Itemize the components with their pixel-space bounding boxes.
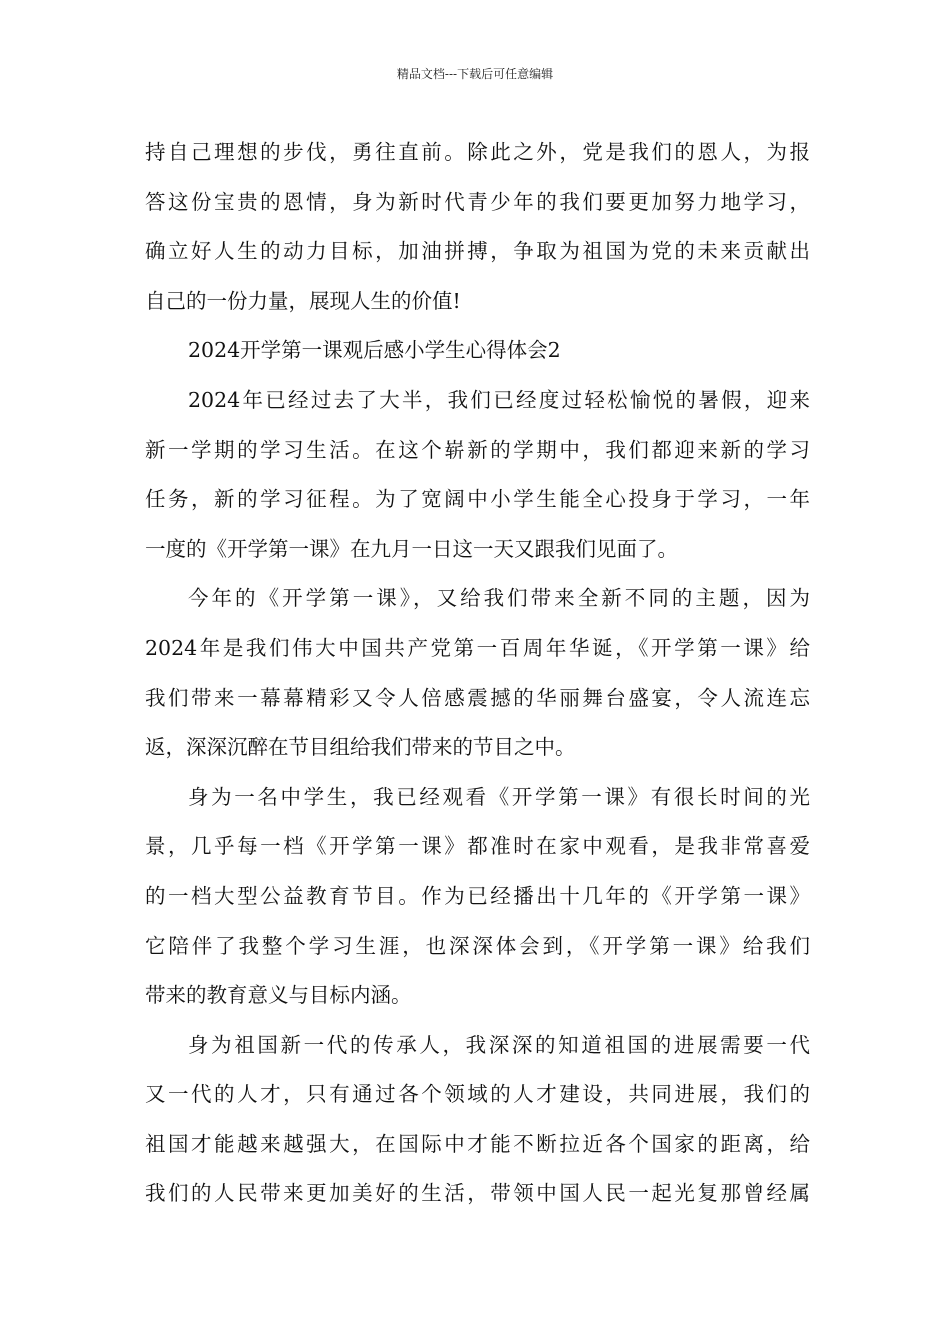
paragraph — [145, 773, 810, 1021]
text-line: 自己的一份力量，展现人生的价值! — [145, 288, 461, 313]
text-line: 祖国才能越来越强大，在国际中才能不断拉近各个国家的距离，给 — [145, 1131, 810, 1156]
text-line: 答这份宝贵的恩情，身为新时代青少年的我们要更加努力地学习， — [145, 189, 810, 214]
text-line: 它陪伴了我整个学习生涯，也深深体会到，《开学第一课》给我们 — [145, 933, 810, 958]
text-line: 持自己理想的步伐，勇往直前。除此之外，党是我们的恩人，为报 — [145, 140, 810, 164]
text-line: 景，几乎每一档《开学第一课》都准时在家中观看，是我非常喜爱 — [145, 834, 810, 859]
section-heading — [145, 326, 810, 376]
text-line: 任务，新的学习征程。为了宽阔中小学生能全心投身于学习，一年 — [145, 487, 810, 512]
text-line: 带来的教育意义与目标内涵。 — [145, 983, 412, 1008]
text-line: 2024年已经过去了大半，我们已经度过轻松愉悦的暑假，迎来 — [188, 387, 810, 412]
text-line: 身为祖国新一代的传承人，我深深的知道祖国的进展需要一代 — [188, 1032, 810, 1057]
paragraph — [145, 574, 810, 772]
text-line: 新一学期的学习生活。在这个崭新的学期中，我们都迎来新的学习 — [145, 437, 810, 462]
text-line: 返，深深沉醉在节目组给我们带来的节目之中。 — [145, 735, 576, 760]
paragraph — [145, 128, 810, 326]
page-header: 精品文档---下载后可任意编辑 — [396, 67, 554, 81]
heading-line: 2024开学第一课观后感小学生心得体会2 — [188, 338, 561, 363]
text-line: 我们的人民带来更加美好的生活，带领中国人民一起光复那曾经属 — [145, 1181, 810, 1206]
text-line: 又一代的人才，只有通过各个领域的人才建设，共同进展，我们的 — [145, 1082, 810, 1107]
text-line: 我们带来一幕幕精彩又令人倍感震撼的华丽舞台盛宴，令人流连忘 — [145, 685, 810, 710]
text-line: 确立好人生的动力目标，加油拼搏，争取为祖国为党的未来贡献出 — [145, 239, 810, 264]
text-line: 一度的《开学第一课》在九月一日这一天又跟我们见面了。 — [145, 536, 678, 561]
text-line: 的一档大型公益教育节目。作为已经播出十几年的《开学第一课》 — [145, 883, 810, 908]
text-line: 身为一名中学生，我已经观看《开学第一课》有很长时间的光 — [188, 784, 810, 809]
text-line: 今年的《开学第一课》，又给我们带来全新不同的主题，因为 — [188, 586, 810, 611]
paragraph — [145, 1021, 810, 1219]
document-body — [145, 128, 810, 1219]
paragraph — [145, 376, 810, 574]
text-line: 2024年是我们伟大中国共产党第一百周年华诞，《开学第一课》给 — [145, 635, 810, 660]
